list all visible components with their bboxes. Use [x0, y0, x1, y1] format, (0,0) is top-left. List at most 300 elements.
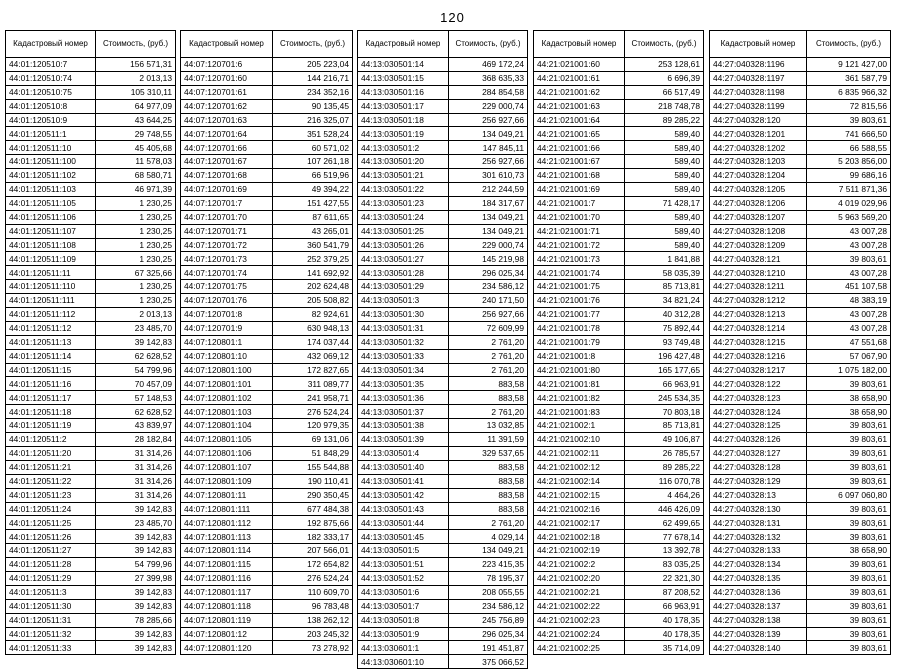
table-row	[358, 474, 528, 488]
cadastral-number-cell: 44:07:120701:76	[181, 294, 273, 308]
cadastral-number-cell: 44:21:021001:63	[534, 99, 625, 113]
cadastral-number-cell: 44:21:021002:25	[534, 641, 625, 655]
cost-cell: 5 963 569,20	[807, 210, 891, 224]
cadastral-number-cell: 44:21:021002:10	[534, 433, 625, 447]
cost-cell: 1 841,88	[625, 252, 704, 266]
table-row	[534, 419, 704, 433]
header-cadastral-number: Кадастровый номер	[710, 31, 807, 58]
table-row	[534, 210, 704, 224]
cost-cell: 290 350,45	[273, 488, 353, 502]
cost-cell: 360 541,79	[273, 238, 353, 252]
cadastral-number-cell: 44:01:120511:11	[6, 266, 96, 280]
cost-cell: 2 761,20	[449, 335, 528, 349]
table-row	[710, 405, 891, 419]
cadastral-number-cell: 44:21:021001:72	[534, 238, 625, 252]
cost-cell: 451 107,58	[807, 280, 891, 294]
cost-cell: 469 172,24	[449, 58, 528, 72]
table-row	[181, 224, 353, 238]
cadastral-number-cell: 44:13:030501:5	[358, 544, 449, 558]
cost-cell: 87 208,52	[625, 585, 704, 599]
cost-cell: 446 426,09	[625, 502, 704, 516]
table-row	[6, 363, 176, 377]
table-row	[534, 391, 704, 405]
cost-cell: 39 803,61	[807, 627, 891, 641]
cadastral-number-cell: 44:01:120510:74	[6, 71, 96, 85]
cost-cell: 49 106,87	[625, 433, 704, 447]
cost-cell: 39 803,61	[807, 599, 891, 613]
cadastral-number-cell: 44:21:021002:17	[534, 516, 625, 530]
cadastral-number-cell: 44:07:120801:11	[181, 488, 273, 502]
cost-cell: 13 392,78	[625, 544, 704, 558]
cost-cell: 31 314,26	[96, 488, 176, 502]
cost-cell: 43 007,28	[807, 224, 891, 238]
cost-cell: 207 566,01	[273, 544, 353, 558]
cadastral-number-cell: 44:01:120511:108	[6, 238, 96, 252]
table-row	[358, 405, 528, 419]
cost-cell: 57 148,53	[96, 391, 176, 405]
table-row	[534, 238, 704, 252]
cadastral-number-cell: 44:13:030501:17	[358, 99, 449, 113]
table-row	[181, 280, 353, 294]
cadastral-number-cell: 44:21:021002:1	[534, 419, 625, 433]
cadastral-number-cell: 44:07:120801:107	[181, 460, 273, 474]
table-row	[710, 224, 891, 238]
cadastral-number-cell: 44:13:030501:7	[358, 599, 449, 613]
cadastral-number-cell: 44:01:120511:33	[6, 641, 96, 655]
table-row	[710, 502, 891, 516]
cadastral-number-cell: 44:21:021001:60	[534, 58, 625, 72]
cost-cell: 245 534,35	[625, 391, 704, 405]
cadastral-number-cell: 44:13:030501:19	[358, 127, 449, 141]
table-row	[710, 544, 891, 558]
cadastral-number-cell: 44:27:040328:1204	[710, 169, 807, 183]
cadastral-number-cell: 44:01:120510:9	[6, 113, 96, 127]
table-row	[534, 446, 704, 460]
cadastral-number-cell: 44:01:120511:112	[6, 308, 96, 322]
cost-cell: 208 055,55	[449, 585, 528, 599]
table-row	[181, 405, 353, 419]
cadastral-number-cell: 44:01:120511:30	[6, 599, 96, 613]
cost-cell: 62 628,52	[96, 349, 176, 363]
cadastral-number-cell: 44:13:030501:41	[358, 474, 449, 488]
table-row	[710, 446, 891, 460]
table-row	[181, 294, 353, 308]
cadastral-number-cell: 44:01:120511:103	[6, 183, 96, 197]
table-row	[181, 460, 353, 474]
cost-cell: 883,58	[449, 391, 528, 405]
cost-cell: 172 827,65	[273, 363, 353, 377]
cadastral-number-cell: 44:27:040328:140	[710, 641, 807, 655]
cost-cell: 39 142,83	[96, 599, 176, 613]
table-row	[6, 405, 176, 419]
table-row	[6, 446, 176, 460]
cadastral-number-cell: 44:01:120511:22	[6, 474, 96, 488]
table-row	[181, 627, 353, 641]
table-row	[710, 321, 891, 335]
cost-cell: 39 803,61	[807, 585, 891, 599]
cost-cell: 39 803,61	[807, 252, 891, 266]
table-row	[6, 377, 176, 391]
cadastral-number-cell: 44:07:120801:103	[181, 405, 273, 419]
cost-cell: 22 321,30	[625, 571, 704, 585]
cost-cell: 184 317,67	[449, 196, 528, 210]
cost-cell: 589,40	[625, 210, 704, 224]
cadastral-number-cell: 44:07:120801:101	[181, 377, 273, 391]
table-row	[6, 127, 176, 141]
cost-cell: 66 588,55	[807, 141, 891, 155]
cost-cell: 192 875,66	[273, 516, 353, 530]
table-row	[358, 349, 528, 363]
cost-cell: 62 499,65	[625, 516, 704, 530]
cadastral-number-cell: 44:21:021002:24	[534, 627, 625, 641]
cost-cell: 72 609,99	[449, 321, 528, 335]
header-cost: Стоимость, (руб.)	[449, 31, 528, 58]
cadastral-number-cell: 44:01:120511:111	[6, 294, 96, 308]
cadastral-number-cell: 44:13:030501:8	[358, 613, 449, 627]
cadastral-number-cell: 44:27:040328:1216	[710, 349, 807, 363]
cadastral-number-cell: 44:27:040328:135	[710, 571, 807, 585]
cost-cell: 73 278,92	[273, 641, 353, 655]
cost-cell: 116 070,78	[625, 474, 704, 488]
cadastral-number-cell: 44:07:120701:6	[181, 58, 273, 72]
cadastral-number-cell: 44:07:120801:120	[181, 641, 273, 655]
cadastral-number-cell: 44:21:021001:66	[534, 141, 625, 155]
table-row	[534, 641, 704, 655]
cadastral-number-cell: 44:21:021001:77	[534, 308, 625, 322]
table-row	[534, 502, 704, 516]
cost-cell: 38 658,90	[807, 544, 891, 558]
cadastral-number-cell: 44:07:120701:74	[181, 266, 273, 280]
cadastral-number-cell: 44:01:120511:17	[6, 391, 96, 405]
cost-cell: 234 586,12	[449, 599, 528, 613]
cadastral-number-cell: 44:27:040328:1213	[710, 308, 807, 322]
table-row	[534, 266, 704, 280]
cost-cell: 172 654,82	[273, 558, 353, 572]
cadastral-number-cell: 44:21:021001:8	[534, 349, 625, 363]
cadastral-number-cell: 44:27:040328:1217	[710, 363, 807, 377]
cost-cell: 245 756,89	[449, 613, 528, 627]
cadastral-number-cell: 44:01:120510:7	[6, 58, 96, 72]
cost-cell: 48 383,19	[807, 294, 891, 308]
cost-cell: 29 748,55	[96, 127, 176, 141]
table-row	[358, 252, 528, 266]
cadastral-number-cell: 44:27:040328:133	[710, 544, 807, 558]
cadastral-number-cell: 44:27:040328:1214	[710, 321, 807, 335]
cadastral-number-cell: 44:21:021002:14	[534, 474, 625, 488]
table-row	[710, 641, 891, 655]
table-row	[181, 169, 353, 183]
table-row	[534, 474, 704, 488]
table-row	[181, 210, 353, 224]
table-row	[710, 169, 891, 183]
cost-cell: 120 979,35	[273, 419, 353, 433]
cadastral-number-cell: 44:21:021001:80	[534, 363, 625, 377]
cadastral-number-cell: 44:01:120511:109	[6, 252, 96, 266]
table-row	[181, 530, 353, 544]
cadastral-number-cell: 44:01:120511:102	[6, 169, 96, 183]
cost-cell: 1 230,25	[96, 238, 176, 252]
table-row	[358, 391, 528, 405]
table-row	[534, 627, 704, 641]
cadastral-number-cell: 44:13:030501:52	[358, 571, 449, 585]
table-row	[710, 474, 891, 488]
table-row	[6, 183, 176, 197]
cost-cell: 134 049,21	[449, 224, 528, 238]
cadastral-number-cell: 44:07:120801:104	[181, 419, 273, 433]
cost-cell: 432 069,12	[273, 349, 353, 363]
cost-cell: 49 394,22	[273, 183, 353, 197]
cost-cell: 6 097 060,80	[807, 488, 891, 502]
table-row	[710, 599, 891, 613]
cost-cell: 361 587,79	[807, 71, 891, 85]
table-row	[710, 460, 891, 474]
cadastral-number-cell: 44:07:120701:70	[181, 210, 273, 224]
table-row	[710, 210, 891, 224]
cost-cell: 241 958,71	[273, 391, 353, 405]
table-row	[358, 613, 528, 627]
cadastral-number-cell: 44:13:030501:9	[358, 627, 449, 641]
cost-cell: 1 230,25	[96, 210, 176, 224]
cadastral-number-cell: 44:27:040328:134	[710, 558, 807, 572]
cost-cell: 75 892,44	[625, 321, 704, 335]
cost-cell: 301 610,73	[449, 169, 528, 183]
table-row	[710, 516, 891, 530]
cadastral-table-5	[709, 30, 891, 655]
cost-cell: 202 624,48	[273, 280, 353, 294]
cost-cell: 883,58	[449, 474, 528, 488]
cadastral-number-cell: 44:07:120801:10	[181, 349, 273, 363]
cadastral-number-cell: 44:07:120701:73	[181, 252, 273, 266]
table-row	[534, 85, 704, 99]
table-row	[358, 85, 528, 99]
cadastral-number-cell: 44:01:120511:13	[6, 335, 96, 349]
table-row	[6, 280, 176, 294]
cost-cell: 27 399,98	[96, 571, 176, 585]
cadastral-number-cell: 44:13:030501:36	[358, 391, 449, 405]
table-row	[181, 127, 353, 141]
cadastral-number-cell: 44:07:120701:7	[181, 196, 273, 210]
cadastral-number-cell: 44:13:030501:29	[358, 280, 449, 294]
cost-cell: 47 551,68	[807, 335, 891, 349]
cadastral-number-cell: 44:07:120701:60	[181, 71, 273, 85]
cadastral-number-cell: 44:21:021001:64	[534, 113, 625, 127]
cost-cell: 70 457,09	[96, 377, 176, 391]
cadastral-number-cell: 44:27:040328:1197	[710, 71, 807, 85]
cadastral-number-cell: 44:13:030501:28	[358, 266, 449, 280]
table-row	[358, 446, 528, 460]
cadastral-number-cell: 44:27:040328:120	[710, 113, 807, 127]
table-row	[534, 294, 704, 308]
cadastral-number-cell: 44:13:030501:24	[358, 210, 449, 224]
cost-cell: 39 142,83	[96, 627, 176, 641]
cadastral-number-cell: 44:01:120511:24	[6, 502, 96, 516]
cost-cell: 89 285,22	[625, 113, 704, 127]
table-row	[181, 613, 353, 627]
cost-cell: 589,40	[625, 127, 704, 141]
cost-cell: 40 178,35	[625, 627, 704, 641]
cost-cell: 2 761,20	[449, 349, 528, 363]
table-row	[534, 530, 704, 544]
cadastral-number-cell: 44:07:120701:63	[181, 113, 273, 127]
table-row	[710, 558, 891, 572]
cadastral-number-cell: 44:21:021001:79	[534, 335, 625, 349]
cost-cell: 589,40	[625, 238, 704, 252]
cost-cell: 43 007,28	[807, 321, 891, 335]
cadastral-number-cell: 44:07:120701:9	[181, 321, 273, 335]
cost-cell: 23 485,70	[96, 321, 176, 335]
table-row	[181, 419, 353, 433]
header-cadastral-number: Кадастровый номер	[181, 31, 273, 58]
cost-cell: 38 658,90	[807, 405, 891, 419]
cost-cell: 43 007,28	[807, 238, 891, 252]
cost-cell: 107 261,18	[273, 155, 353, 169]
cost-cell: 39 803,61	[807, 530, 891, 544]
table-row	[358, 196, 528, 210]
cost-cell: 141 692,92	[273, 266, 353, 280]
cost-cell: 38 658,90	[807, 391, 891, 405]
table-row	[534, 252, 704, 266]
cadastral-table-1	[5, 30, 176, 655]
cadastral-number-cell: 44:07:120701:61	[181, 85, 273, 99]
cost-cell: 43 265,01	[273, 224, 353, 238]
table-row	[534, 99, 704, 113]
table-row	[181, 599, 353, 613]
cost-cell: 39 803,61	[807, 433, 891, 447]
table-row	[6, 141, 176, 155]
table-row	[6, 599, 176, 613]
cadastral-number-cell: 44:21:021001:73	[534, 252, 625, 266]
table-row	[181, 502, 353, 516]
cadastral-number-cell: 44:21:021002:19	[534, 544, 625, 558]
cost-cell: 1 230,25	[96, 294, 176, 308]
cadastral-number-cell: 44:13:030501:3	[358, 294, 449, 308]
cost-cell: 39 142,83	[96, 544, 176, 558]
table-row	[358, 544, 528, 558]
table-row	[710, 141, 891, 155]
cadastral-number-cell: 44:07:120701:72	[181, 238, 273, 252]
cost-cell: 296 025,34	[449, 627, 528, 641]
cadastral-number-cell: 44:21:021002:16	[534, 502, 625, 516]
table-row	[181, 266, 353, 280]
cost-cell: 78 195,37	[449, 571, 528, 585]
cost-cell: 31 314,26	[96, 446, 176, 460]
table-row	[710, 294, 891, 308]
table-row	[534, 308, 704, 322]
cadastral-number-cell: 44:07:120701:71	[181, 224, 273, 238]
table-row	[6, 335, 176, 349]
cadastral-number-cell: 44:27:040328:1201	[710, 127, 807, 141]
cadastral-number-cell: 44:13:030501:22	[358, 183, 449, 197]
cost-cell: 60 571,02	[273, 141, 353, 155]
table-row	[6, 516, 176, 530]
cadastral-number-cell: 44:07:120801:117	[181, 585, 273, 599]
table-row	[534, 377, 704, 391]
cost-cell: 165 177,65	[625, 363, 704, 377]
table-row	[6, 530, 176, 544]
table-row	[534, 224, 704, 238]
cadastral-number-cell: 44:01:120511:28	[6, 558, 96, 572]
table-row	[534, 488, 704, 502]
cost-cell: 62 628,52	[96, 405, 176, 419]
cadastral-number-cell: 44:27:040328:136	[710, 585, 807, 599]
table-row	[358, 238, 528, 252]
header-cadastral-number: Кадастровый номер	[358, 31, 449, 58]
table-row	[6, 544, 176, 558]
table-row	[534, 349, 704, 363]
table-row	[181, 446, 353, 460]
table-row	[534, 433, 704, 447]
table-row	[358, 641, 528, 655]
cost-cell: 589,40	[625, 183, 704, 197]
cost-cell: 23 485,70	[96, 516, 176, 530]
cadastral-number-cell: 44:27:040328:1207	[710, 210, 807, 224]
cost-cell: 218 748,78	[625, 99, 704, 113]
cost-cell: 39 803,61	[807, 641, 891, 655]
table-row	[358, 58, 528, 72]
cadastral-number-cell: 44:27:040328:131	[710, 516, 807, 530]
cadastral-number-cell: 44:07:120801:111	[181, 502, 273, 516]
table-row	[534, 571, 704, 585]
cost-cell: 134 049,21	[449, 127, 528, 141]
cadastral-number-cell: 44:21:021002:22	[534, 599, 625, 613]
cost-cell: 35 714,09	[625, 641, 704, 655]
cost-cell: 351 528,24	[273, 127, 353, 141]
table-row	[6, 308, 176, 322]
cost-cell: 43 839,97	[96, 419, 176, 433]
cost-cell: 11 391,59	[449, 433, 528, 447]
cost-cell: 234 352,16	[273, 85, 353, 99]
cost-cell: 196 427,48	[625, 349, 704, 363]
cost-cell: 83 035,25	[625, 558, 704, 572]
cost-cell: 229 000,74	[449, 99, 528, 113]
table-row	[710, 280, 891, 294]
cost-cell: 630 948,13	[273, 321, 353, 335]
cost-cell: 589,40	[625, 224, 704, 238]
table-row	[358, 433, 528, 447]
table-row	[6, 266, 176, 280]
cost-cell: 144 216,71	[273, 71, 353, 85]
cost-cell: 39 142,83	[96, 585, 176, 599]
table-row	[6, 641, 176, 655]
table-row	[710, 127, 891, 141]
header-cadastral-number: Кадастровый номер	[6, 31, 96, 58]
cost-cell: 229 000,74	[449, 238, 528, 252]
cost-cell: 89 285,22	[625, 460, 704, 474]
table-row	[358, 363, 528, 377]
table-row	[710, 252, 891, 266]
cadastral-number-cell: 44:21:021002:23	[534, 613, 625, 627]
cost-cell: 182 333,17	[273, 530, 353, 544]
table-row	[358, 224, 528, 238]
table-row	[358, 377, 528, 391]
table-row	[534, 141, 704, 155]
cadastral-number-cell: 44:27:040328:1209	[710, 238, 807, 252]
table-row	[710, 308, 891, 322]
cadastral-number-cell: 44:13:030501:34	[358, 363, 449, 377]
cadastral-number-cell: 44:07:120801:109	[181, 474, 273, 488]
cadastral-number-cell: 44:27:040328:125	[710, 419, 807, 433]
cost-cell: 85 713,81	[625, 419, 704, 433]
cadastral-number-cell: 44:13:030501:43	[358, 502, 449, 516]
cadastral-number-cell: 44:07:120801:106	[181, 446, 273, 460]
table-row	[710, 58, 891, 72]
table-row	[181, 571, 353, 585]
cost-cell: 589,40	[625, 155, 704, 169]
table-row	[6, 585, 176, 599]
table-row	[534, 196, 704, 210]
table-row	[358, 183, 528, 197]
cadastral-number-cell: 44:13:030501:4	[358, 446, 449, 460]
